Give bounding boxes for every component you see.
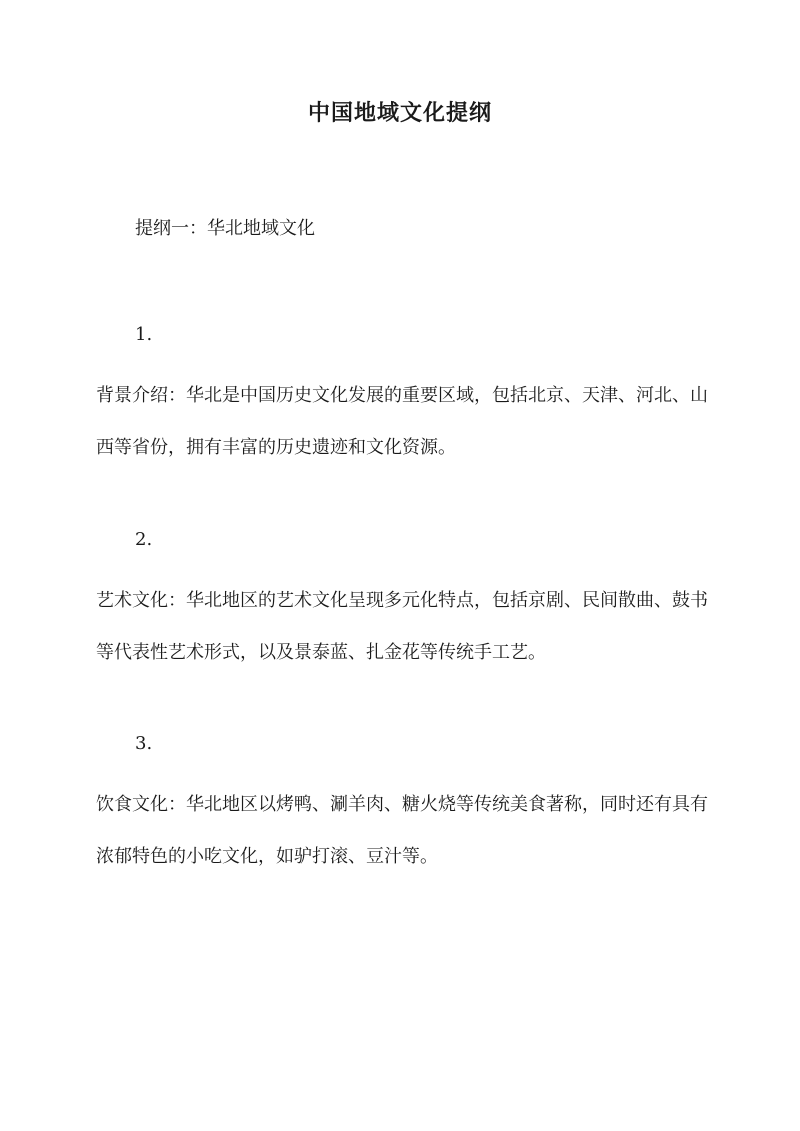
item-text: 艺术文化：华北地区的艺术文化呈现多元化特点，包括京剧、民间散曲、鼓书等代表性艺术形式，以及景泰蓝、扎金花等传统手工艺。: [96, 590, 708, 663]
item-number: 3.: [135, 733, 153, 754]
outline-heading: 提纲一：华北地域文化: [135, 218, 315, 239]
item-text: 背景介绍：华北是中国历史文化发展的重要区域，包括北京、天津、河北、山西等省份，拥有丰富的历史遗迹和文化资源。: [96, 385, 708, 458]
outline-item: [96, 320, 708, 474]
outline-item: [96, 729, 708, 883]
document-title: 中国地域文化提纲: [307, 100, 492, 126]
outline-item: [96, 525, 708, 679]
item-number: 2.: [135, 529, 153, 550]
item-text: 饮食文化：华北地区以烤鸭、涮羊肉、糖火烧等传统美食著称，同时还有具有浓郁特色的小吃文化，如驴打滚、豆汁等。: [96, 794, 708, 867]
item-number: 1.: [135, 324, 153, 345]
